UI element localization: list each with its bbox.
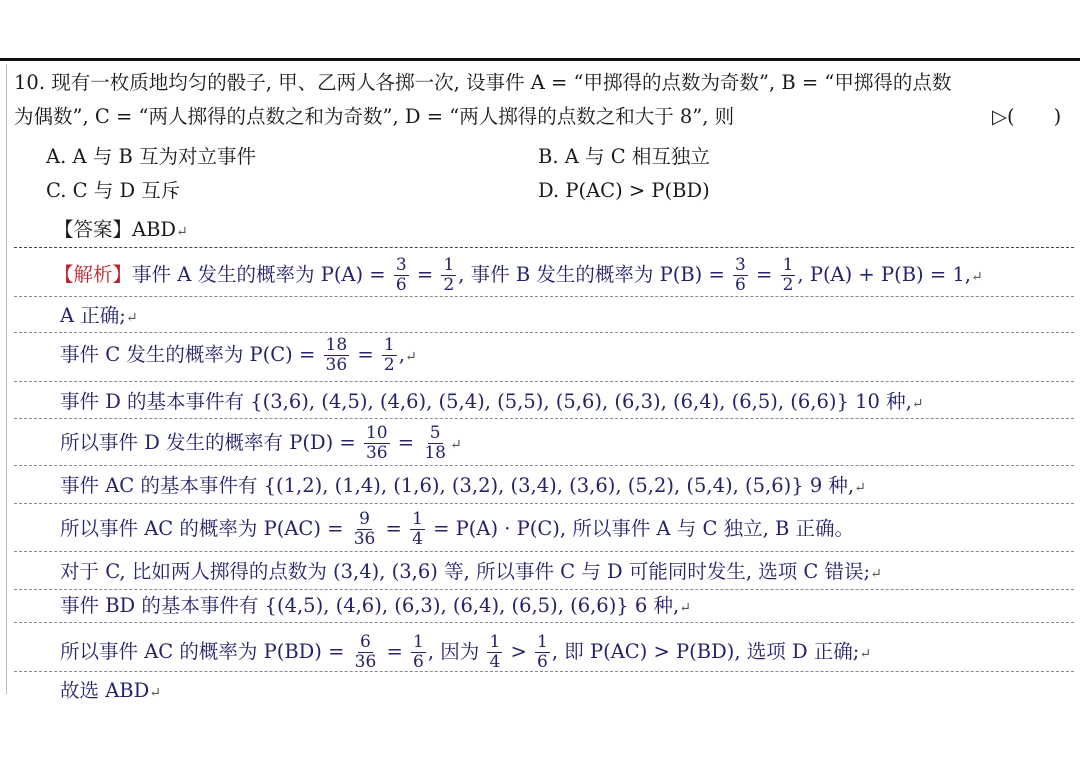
analysis-line-3: 事件 C 发生的概率为 P(C) = $\frac{18}{36}$ = $\frac{1}{2}$ ,↵ <box>60 335 417 375</box>
analysis-line-7: 所以事件 AC 的概率为 P(AC) = $\frac{9}{36}$ = $\frac{1}{4}$ = P(A) · P(C), 所以事件 A 与 C 独立, B 正确。 <box>60 509 855 549</box>
option-a: A. A 与 B 互为对立事件 <box>46 145 256 168</box>
row-divider <box>14 418 1074 419</box>
row-divider <box>14 296 1074 297</box>
fraction: $\frac{18}{36}$ <box>325 335 348 375</box>
fraction: $\frac{10}{36}$ <box>365 423 388 463</box>
fraction: $\frac{1}{6}$ <box>413 632 424 672</box>
answer-blank: ▷( ) <box>992 105 1062 128</box>
row-divider <box>14 622 1074 623</box>
row-divider <box>14 671 1074 672</box>
analysis-line-1: 【解析】事件 A 发生的概率为 P(A) = $\frac{3}{6}$ = $\frac{1}{2}$ , 事件 B 发生的概率为 P(B) = $\frac{3}{6}$ = $\frac{1}{2}$ , P(A) + P(B) = 1,↵ <box>54 255 983 295</box>
answer-text: 【答案】ABD <box>54 218 177 241</box>
option-d: D. P(AC) > P(BD) <box>538 179 710 202</box>
fraction: $\frac{1}{6}$ <box>537 632 548 672</box>
row-divider <box>14 551 1074 552</box>
option-c: C. C 与 D 互斥 <box>46 179 181 202</box>
fraction: $\frac{6}{36}$ <box>354 632 377 672</box>
row-divider <box>14 589 1074 590</box>
question-text-1: 10. 现有一枚质地均匀的骰子, 甲、乙两人各掷一次, 设事件 A = “甲掷得的点数为奇数”, B = “甲掷得的点数 <box>14 71 952 94</box>
left-margin-rule <box>6 64 7 694</box>
question-line-2 <box>14 104 1074 130</box>
analysis-line-10: 所以事件 AC 的概率为 P(BD) = $\frac{6}{36}$ = $\frac{1}{6}$ , 因为 $\frac{1}{4}$ > $\frac{1}{6}$ , 即 P(AC) > P(BD), 选项 D 正确;↵ <box>60 632 872 672</box>
question-text-2: 为偶数”, C = “两人掷得的点数之和为奇数”, D = “两人掷得的点数之和大于 8”, 则 <box>14 105 735 128</box>
analysis-line-6: 事件 AC 的基本事件有 {(1,2), (1,4), (1,6), (3,2), (3,4), (3,6), (5,2), (5,4), (5,6)} 9 种,↵ <box>60 474 866 497</box>
row-divider <box>14 465 1074 466</box>
top-rule <box>0 58 1080 61</box>
divider <box>14 247 1074 248</box>
row-divider <box>14 332 1074 333</box>
row-divider <box>14 381 1074 382</box>
fraction: $\frac{1}{4}$ <box>412 509 423 549</box>
fraction: $\frac{5}{18}$ <box>424 423 446 463</box>
analysis-line-11: 故选 ABD↵ <box>60 679 161 702</box>
analysis-line-2: A 正确;↵ <box>60 304 138 327</box>
analysis-line-9: 事件 BD 的基本事件有 {(4,5), (4,6), (6,3), (6,4), (6,5), (6,6)} 6 种,↵ <box>60 594 691 617</box>
fraction: $\frac{1}{2}$ <box>443 255 455 295</box>
analysis-line-4: 事件 D 的基本事件有 {(3,6), (4,5), (4,6), (5,4), (5,5), (5,6), (6,3), (6,4), (6,5), (6,6)} 10 种,↵ <box>60 390 924 413</box>
analysis-line-8: 对于 C, 比如两人掷得的点数为 (3,4), (3,6) 等, 所以事件 C 与 D 可能同时发生, 选项 C 错误;↵ <box>60 560 882 583</box>
answer-line: 【答案】ABD↵ <box>54 218 188 241</box>
fraction: $\frac{3}{6}$ <box>395 255 407 295</box>
option-b: B. A 与 C 相互独立 <box>538 145 710 168</box>
fraction: $\frac{1}{4}$ <box>489 632 501 672</box>
analysis-tag: 【解析】 <box>54 263 133 286</box>
question-line-1 <box>14 70 951 96</box>
analysis-line-5: 所以事件 D 发生的概率有 P(D) = $\frac{10}{36}$ = $\frac{5}{18}$ ↵ <box>60 423 462 463</box>
fraction: $\frac{1}{2}$ <box>782 255 794 295</box>
fraction: $\frac{3}{6}$ <box>735 255 746 295</box>
row-divider <box>14 503 1074 504</box>
fraction: $\frac{9}{36}$ <box>353 509 376 549</box>
fraction: $\frac{1}{2}$ <box>383 335 395 375</box>
